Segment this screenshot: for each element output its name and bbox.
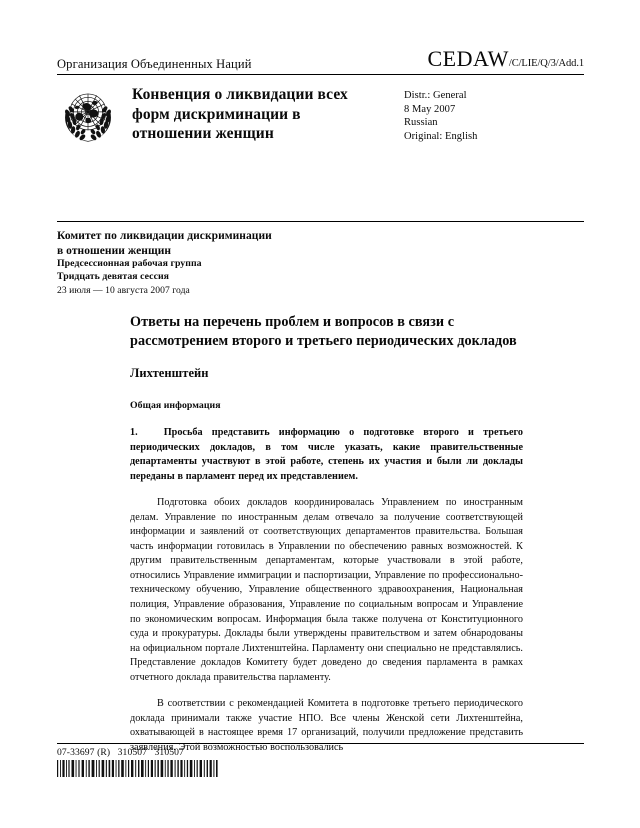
section-heading-general-information: Общая информация: [130, 400, 221, 411]
committee-session: Тридцать девятая сессия: [57, 270, 170, 282]
country-name: Лихтенштейн: [130, 366, 209, 380]
convention-title-line-3: отношении женщин: [132, 125, 274, 142]
distribution-language: Russian: [404, 117, 438, 129]
document-title: Ответы на перечень проблем и вопросов в связи с рассмотрением второго и третьего периодических докладов: [130, 314, 517, 349]
footer-divider: [57, 743, 584, 744]
masthead-body-row: [57, 82, 584, 146]
committee-session-dates: 23 июля — 10 августа 2007 года: [57, 285, 190, 297]
paragraph-1: [130, 426, 523, 484]
masthead-top-row: [57, 46, 584, 74]
distribution-block: [394, 82, 584, 146]
paragraph-1-text: Просьба представить информацию о подготовке второго и третьего периодических докладов, в том числе указать, какие правительственные департаменты участвуют в этой работе, степень их участия и были ли доклады переданы в парламент перед их представлением.: [130, 427, 523, 482]
document-job-number: 07-33697 (R) 310507 310507: [57, 747, 184, 758]
emblem-cell: [57, 82, 129, 146]
committee-working-group: Предсессионная рабочая группа: [57, 258, 202, 269]
document-symbol-main: CEDAW: [427, 46, 509, 71]
distribution-type: Distr.: General: [404, 90, 467, 101]
convention-title-line-1: Конвенция о ликвидации всех: [132, 86, 348, 103]
document-content: [130, 313, 523, 755]
committee-name-line-1: Комитет по ликвидации дискриминации: [57, 230, 272, 242]
paragraph-2: Подготовка обоих докладов координировалась Управлением по иностранным делам. Управление по иностранным делам отвечало за получение соответствующей информации и заявлений от соответствующих департаментов правительства. Большая часть информации готовилась в Управлении по обеспечению равных возможностей. К другим правительственным департаментам, которые участвовали в этой работе, относились Управление иммиграции и паспортизации, Управление по профессионально-техническому обучению, Управление общественного здравоохранения, Национальная полиция, Управление образования, Управление по социальным вопросам и Управление по экономическим вопросам. Информация была также получена от Конституционного суда и прокуратуры. Доклады были утверждены правительством и затем обнародованы на официальном портале Лихтенштейна. Парламенту они специально не представлялись. Представление докладов Комитету будет доведено до сведения парламента в рамках отчетного доклада правительства парламенту.: [130, 497, 523, 683]
paragraph-3: В соответствии с рекомендацией Комитета в подготовке третьего периодического доклада принимали также участие НПО. Все члены Женской сети Лихтенштейна, охватывающей в настоящее время 17 организаций, получили предложение представить заявления. Этой возможностью воспользовались: [130, 698, 523, 753]
un-emblem-icon: [57, 84, 119, 146]
paragraph-1-number: 1.: [130, 427, 138, 438]
convention-title-line-2: форм дискриминации в: [132, 105, 301, 123]
distribution-date: 8 May 2007: [404, 103, 456, 115]
document-symbol: [428, 46, 585, 72]
masthead-divider: [57, 74, 584, 75]
masthead: [57, 46, 584, 146]
committee-name-line-2: в отношении женщин: [57, 244, 172, 257]
committee-divider: [57, 221, 584, 222]
document-symbol-suffix: /C/LIE/Q/3/Add.1: [508, 58, 584, 69]
organization-name: Организация Объединенных Наций: [57, 57, 252, 71]
footer: [57, 747, 457, 777]
convention-title: [129, 82, 394, 146]
distribution-original-language: Original: English: [404, 130, 478, 142]
barcode-icon: [57, 760, 219, 777]
committee-block: [57, 229, 457, 297]
